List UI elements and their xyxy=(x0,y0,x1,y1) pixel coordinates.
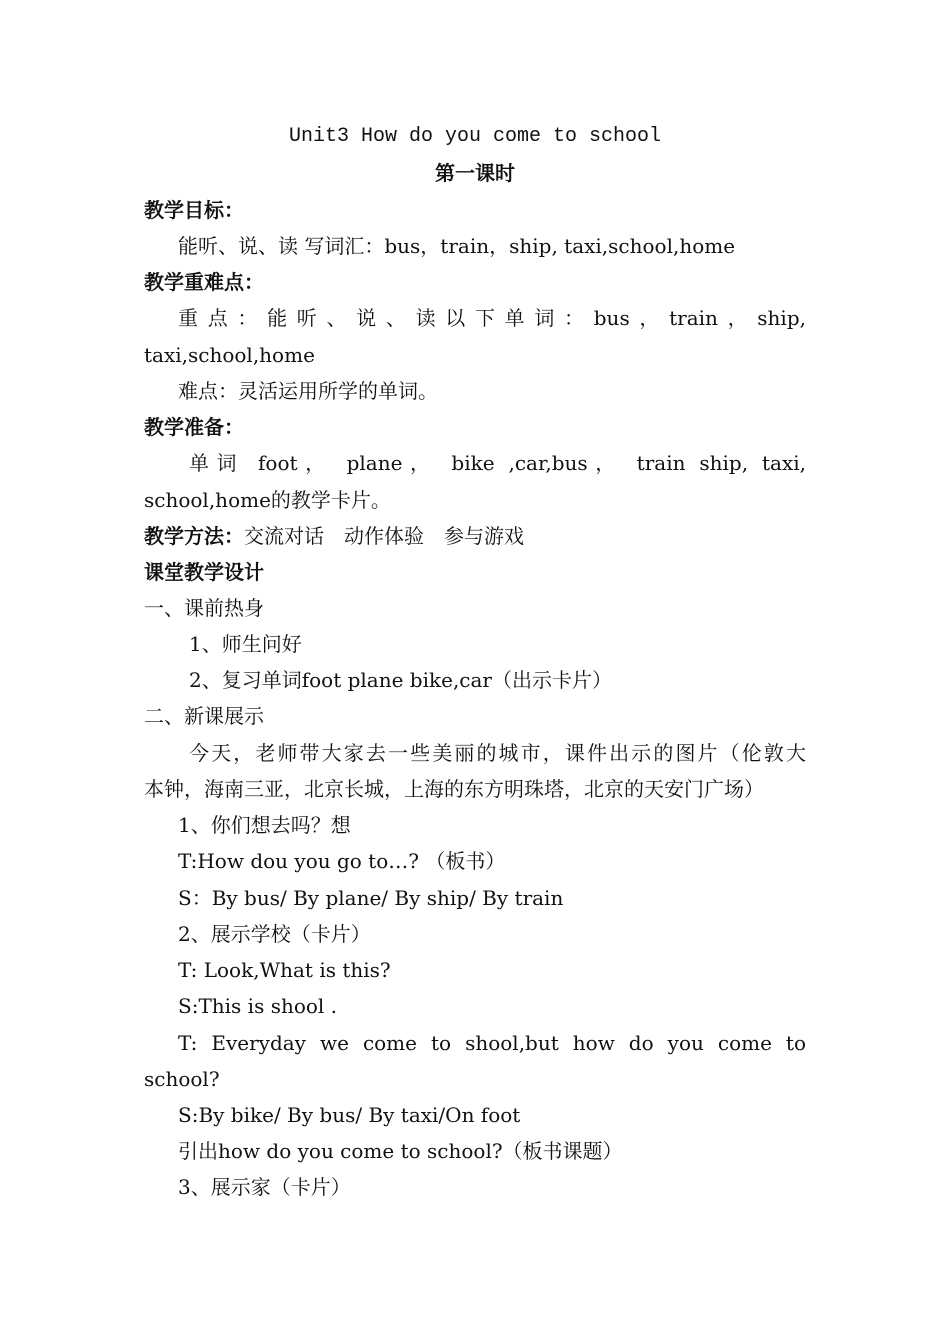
teacher-line-2: T: Look,What is this? xyxy=(178,958,391,982)
section-1-item-2: 2、复习单词foot plane bike,car（出示卡片） xyxy=(189,668,612,692)
method-text: 交流对话 动作体验 参与游戏 xyxy=(244,524,524,548)
intro-line-1: 今天，老师带大家去一些美丽的城市，课件出示的图片（伦敦大 xyxy=(189,741,806,765)
key-point-line-1: 重点：能听、说、读以下单词：bus，train，ship, xyxy=(178,306,806,330)
prep-line-2: school,home的教学卡片。 xyxy=(144,488,391,512)
goal-text: 能听、说、读 写词汇：bus，train，ship, taxi,school,home xyxy=(178,234,736,258)
teacher-line-3a: T: Everyday we come to shool,but how do you come to xyxy=(178,1031,806,1055)
section-1-heading: 一、课前热身 xyxy=(144,596,264,620)
difficulty-text: 难点：灵活运用所学的单词。 xyxy=(178,379,438,403)
step-1: 1、你们想去吗？想 xyxy=(178,813,351,837)
goal-heading: 教学目标： xyxy=(144,198,244,222)
teacher-line-1: T:How dou you go to…? （板书） xyxy=(178,849,506,873)
intro-line-2: 本钟，海南三亚，北京长城，上海的东方明珠塔，北京的天安门广场） xyxy=(144,777,764,801)
method-line xyxy=(144,523,524,549)
design-heading: 课堂教学设计 xyxy=(144,560,264,584)
section-2-heading: 二、新课展示 xyxy=(144,704,264,728)
student-line-2: S:This is shool . xyxy=(178,994,338,1018)
document-title: Unit3 How do you come to school xyxy=(288,125,662,148)
step-2: 2、展示学校（卡片） xyxy=(178,922,371,946)
student-line-1: S：By bus/ By plane/ By ship/ By train xyxy=(178,886,564,910)
key-heading: 教学重难点： xyxy=(144,270,264,294)
method-heading: 教学方法： xyxy=(144,524,244,548)
key-point-line-2: taxi,school,home xyxy=(144,343,315,367)
prep-heading: 教学准备： xyxy=(144,415,244,439)
step-3: 3、展示家（卡片） xyxy=(178,1175,351,1199)
section-1-item-1: 1、师生问好 xyxy=(189,632,302,656)
prep-line-1: 单词 foot， plane， bike ,car,bus， train ship, taxi, xyxy=(189,451,806,475)
lead-in-line: 引出how do you come to school?（板书课题） xyxy=(178,1139,623,1163)
teacher-line-3b: school? xyxy=(144,1067,220,1091)
lesson-subtitle: 第一课时 xyxy=(435,161,515,185)
student-line-3: S:By bike/ By bus/ By taxi/On foot xyxy=(178,1103,521,1127)
